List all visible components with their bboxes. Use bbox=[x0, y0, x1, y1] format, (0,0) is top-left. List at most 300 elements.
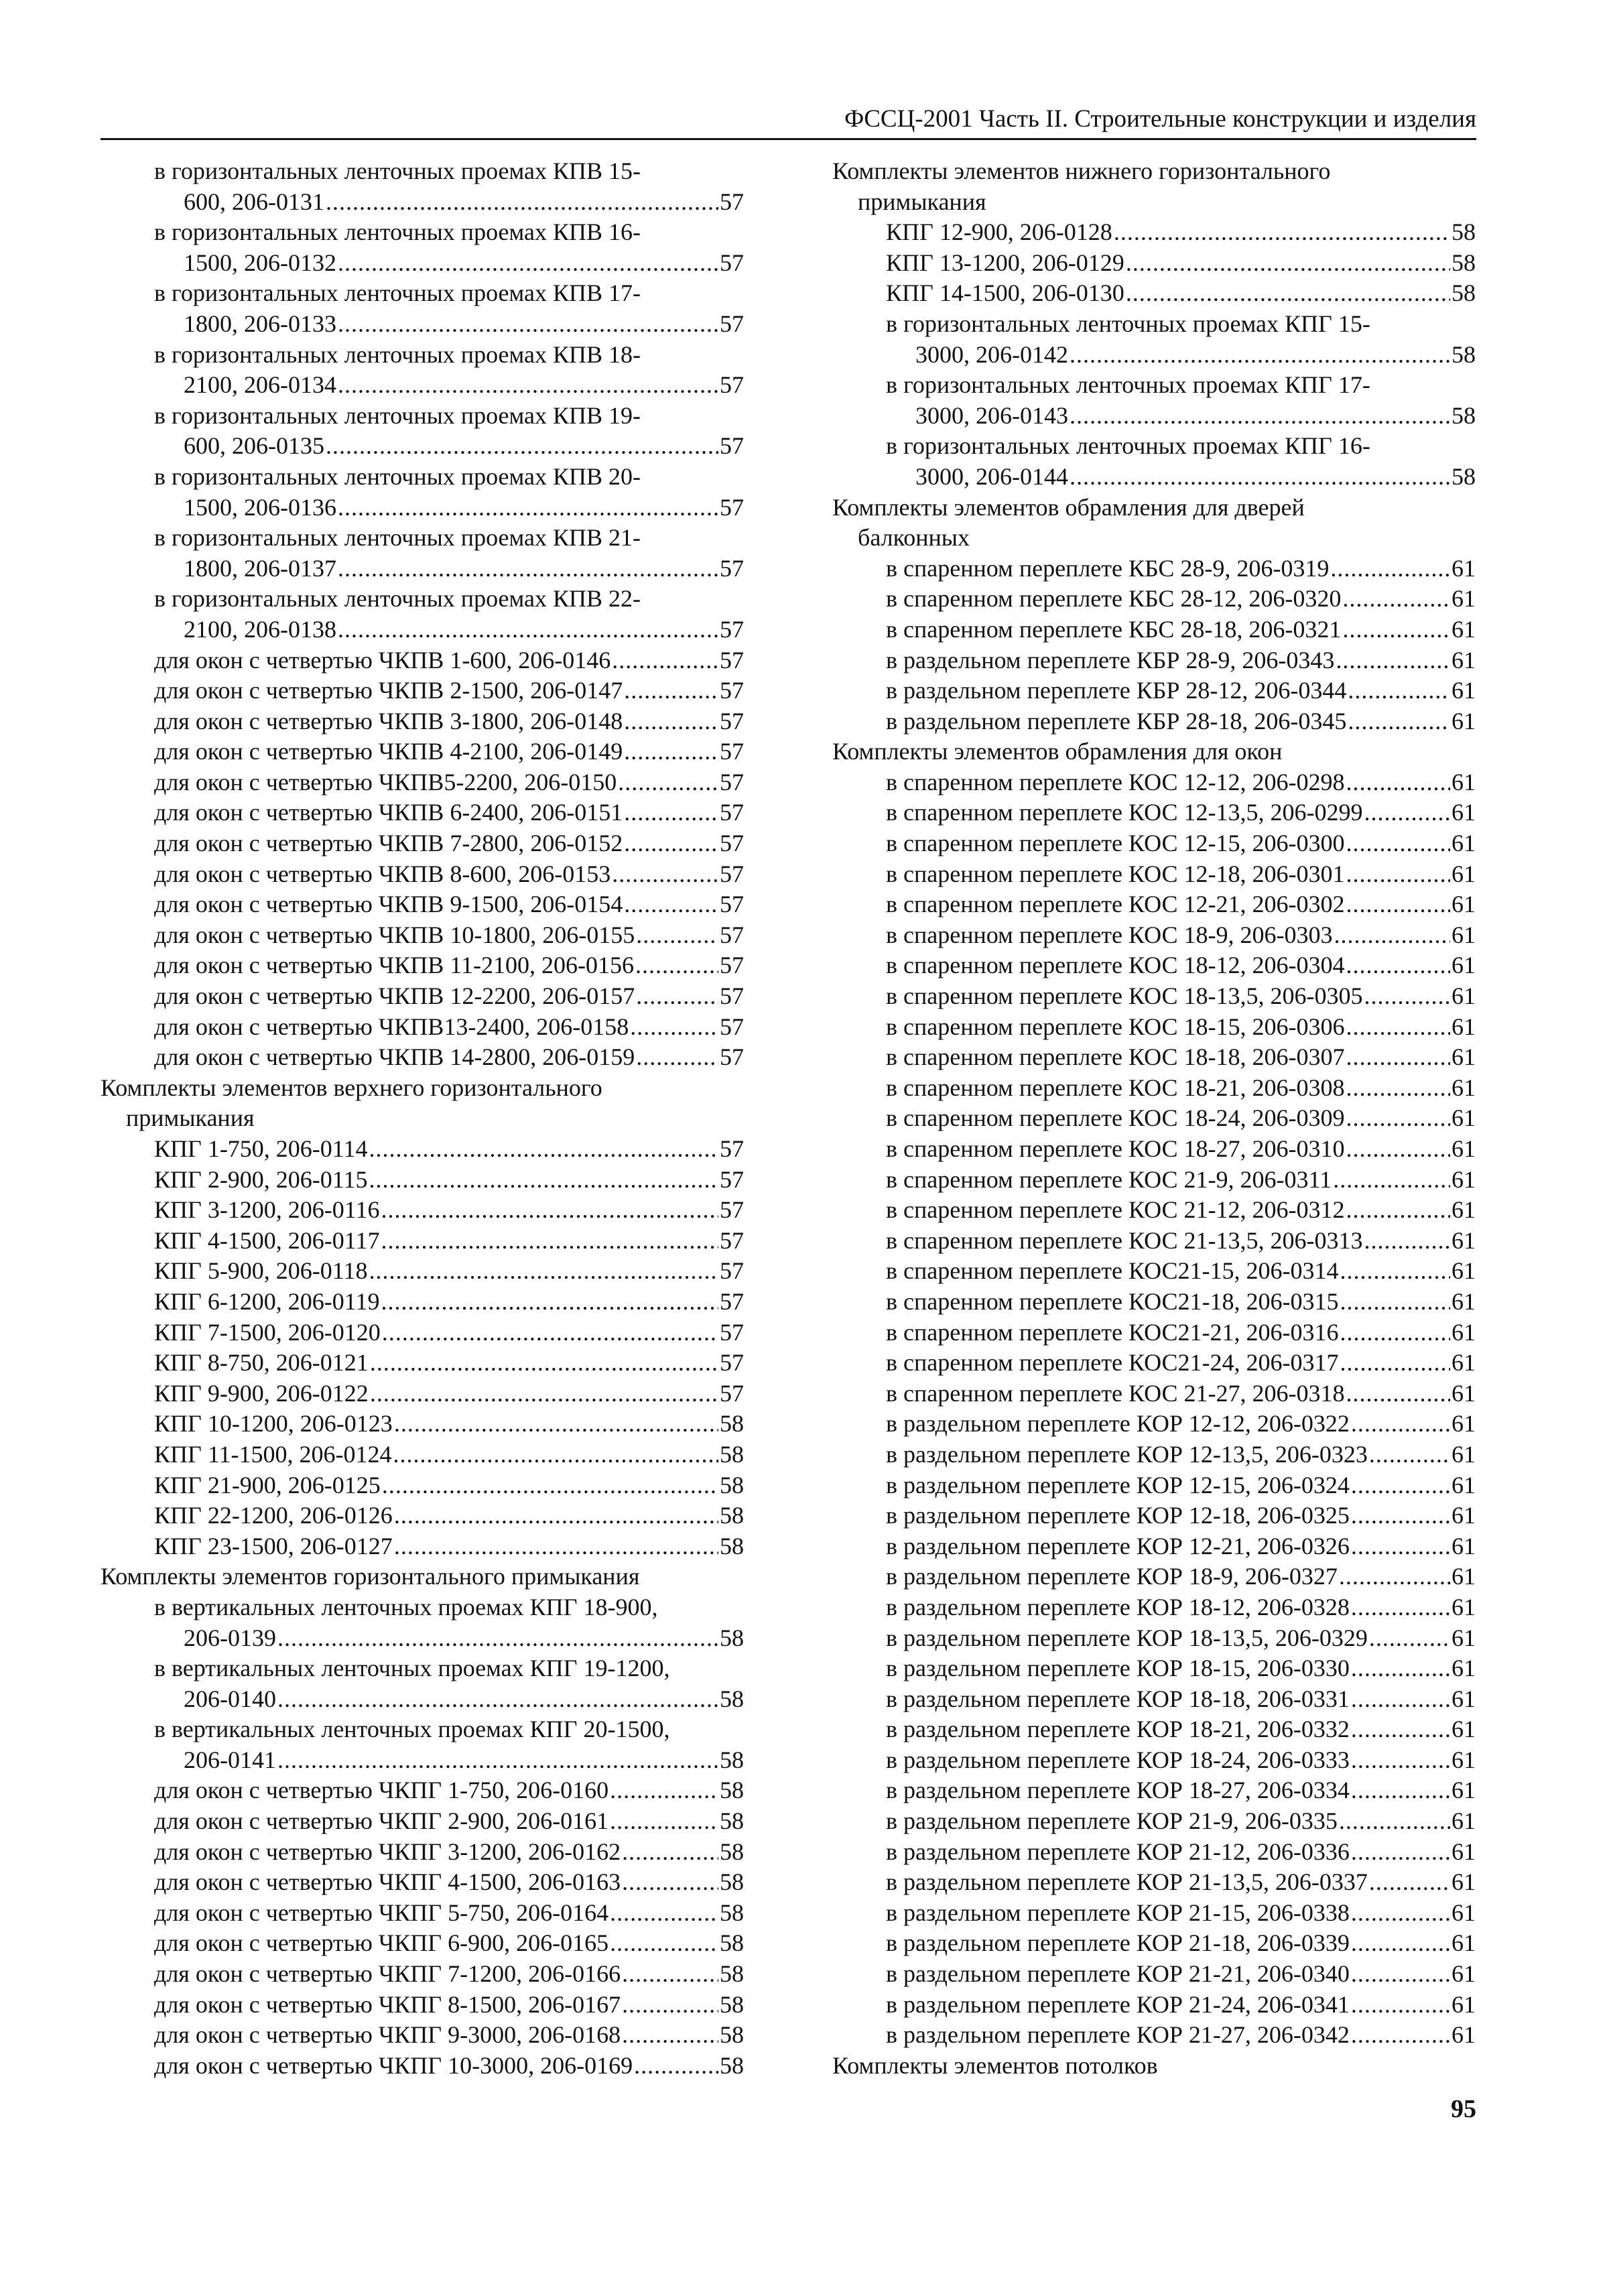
entry-text: в раздельном переплете КОР 21-13,5, 206-0337 bbox=[886, 1868, 1368, 1896]
dot-leader bbox=[1339, 1561, 1450, 1592]
index-line bbox=[101, 278, 744, 309]
entry-page-ref: 58 bbox=[720, 1899, 744, 1926]
index-line bbox=[832, 523, 1476, 554]
entry-text: для окон с четвертью ЧКПВ 3-1800, 206-0148 bbox=[154, 707, 623, 735]
dot-leader bbox=[1351, 1837, 1450, 1868]
entry-text: в раздельном переплете КОР 18-24, 206-0333 bbox=[886, 1746, 1350, 1773]
dot-leader bbox=[624, 798, 718, 828]
dot-leader bbox=[610, 1928, 718, 1959]
dot-leader bbox=[338, 309, 718, 340]
dot-leader bbox=[1333, 1165, 1450, 1196]
entry-page-ref: 61 bbox=[1452, 585, 1476, 613]
entry-page-ref: 58 bbox=[720, 1929, 744, 1957]
entry-text: КПГ 8-750, 206-0121 bbox=[154, 1349, 369, 1377]
section-heading bbox=[832, 156, 1476, 187]
dot-leader bbox=[1340, 1348, 1450, 1379]
dot-leader bbox=[1351, 1959, 1450, 1990]
dot-leader bbox=[1346, 1073, 1450, 1104]
entry-page-ref: 57 bbox=[720, 1135, 744, 1162]
dot-leader bbox=[277, 1745, 718, 1776]
entry-text: 1500, 206-0136 bbox=[184, 493, 336, 521]
entry-page-ref: 58 bbox=[720, 1777, 744, 1804]
entry-page-ref: 61 bbox=[1452, 1990, 1476, 2018]
entry-text: для окон с четвертью ЧКПГ 8-1500, 206-0167 bbox=[154, 1990, 621, 2018]
dot-leader bbox=[1346, 828, 1450, 859]
dot-leader bbox=[1330, 554, 1450, 584]
index-entry bbox=[832, 1592, 1476, 1623]
entry-page-ref: 61 bbox=[1452, 1777, 1476, 1804]
entry-page-ref: 58 bbox=[720, 1440, 744, 1468]
entry-text: для окон с четвертью ЧКПГ 7-1200, 206-0166 bbox=[154, 1960, 621, 1988]
entry-text: в горизонтальных ленточных проемах КПГ 17- bbox=[886, 371, 1370, 399]
index-entry bbox=[832, 1073, 1476, 1104]
dot-leader bbox=[624, 706, 718, 737]
index-entry bbox=[101, 1134, 744, 1165]
entry-text: в горизонтальных ленточных проемах КПГ 16- bbox=[886, 432, 1370, 460]
index-entry bbox=[832, 767, 1476, 798]
index-entry bbox=[101, 1898, 744, 1929]
dot-leader bbox=[612, 859, 718, 890]
entry-text: в спаренном переплете КОС 18-24, 206-0309 bbox=[886, 1104, 1345, 1132]
dot-leader bbox=[1351, 1501, 1450, 1531]
entry-page-ref: 61 bbox=[1452, 1074, 1476, 1101]
entry-page-ref: 57 bbox=[720, 554, 744, 582]
index-entry bbox=[101, 554, 744, 584]
entry-page-ref: 61 bbox=[1452, 1807, 1476, 1835]
index-entry bbox=[832, 1928, 1476, 1959]
entry-text: 1800, 206-0133 bbox=[184, 310, 336, 337]
entry-page-ref: 61 bbox=[1452, 1746, 1476, 1773]
dot-leader bbox=[1364, 981, 1450, 1012]
entry-page-ref: 61 bbox=[1452, 1532, 1476, 1559]
entry-text: в горизонтальных ленточных проемах КПВ 17- bbox=[154, 279, 641, 307]
entry-page-ref: 61 bbox=[1452, 1440, 1476, 1468]
entry-text: в раздельном переплете КОР 12-18, 206-0325 bbox=[886, 1502, 1350, 1529]
dot-leader bbox=[630, 1012, 718, 1043]
entry-text: для окон с четвертью ЧКПВ 9-1500, 206-0154 bbox=[154, 891, 623, 918]
dot-leader bbox=[1351, 1592, 1450, 1623]
entry-text: КПГ 21-900, 206-0125 bbox=[154, 1471, 381, 1498]
index-entry bbox=[101, 798, 744, 828]
dot-leader bbox=[1351, 1775, 1450, 1806]
entry-text: 206-0141 bbox=[184, 1746, 276, 1773]
dot-leader bbox=[622, 1837, 718, 1868]
entry-text: в раздельном переплете КОР 18-21, 206-0332 bbox=[886, 1716, 1350, 1743]
dot-leader bbox=[1346, 1195, 1450, 1226]
section-heading-text: Комплекты элементов верхнего горизонтального bbox=[101, 1074, 602, 1101]
entry-text: для окон с четвертью ЧКПВ 11-2100, 206-0156 bbox=[154, 952, 634, 979]
dot-leader bbox=[369, 1165, 718, 1196]
entry-page-ref: 61 bbox=[1452, 2021, 1476, 2049]
entry-page-ref: 61 bbox=[1452, 1868, 1476, 1896]
entry-text: в раздельном переплете КОР 18-18, 206-0331 bbox=[886, 1685, 1350, 1712]
dot-leader bbox=[1351, 1928, 1450, 1959]
entry-page-ref: 58 bbox=[720, 1471, 744, 1498]
dot-leader bbox=[1351, 1653, 1450, 1684]
entry-page-ref: 57 bbox=[720, 188, 744, 215]
section-heading bbox=[101, 1561, 744, 1592]
entry-text: в раздельном переплете КОР 12-21, 206-0326 bbox=[886, 1532, 1350, 1559]
dot-leader bbox=[338, 248, 718, 279]
dot-leader bbox=[1346, 889, 1450, 920]
index-entry bbox=[832, 1990, 1476, 2021]
entry-text: в спаренном переплете КОС 12-13,5, 206-0299 bbox=[886, 799, 1363, 826]
dot-leader bbox=[382, 1318, 718, 1348]
dot-leader bbox=[393, 1440, 718, 1470]
dot-leader bbox=[338, 370, 718, 401]
entry-text: 600, 206-0135 bbox=[184, 432, 324, 460]
section-heading bbox=[832, 737, 1476, 767]
entry-text: для окон с четвертью ЧКПГ 1-750, 206-0160 bbox=[154, 1777, 609, 1804]
entry-text: в раздельном переплете КОР 18-13,5, 206-0329 bbox=[886, 1624, 1368, 1651]
entry-text: примыкания bbox=[858, 188, 986, 215]
entry-text: в раздельном переплете КБР 28-9, 206-0343 bbox=[886, 646, 1335, 674]
index-column-left bbox=[101, 156, 744, 2081]
index-line bbox=[832, 370, 1476, 401]
entry-page-ref: 57 bbox=[720, 493, 744, 521]
page-number: 95 bbox=[1451, 2095, 1476, 2123]
index-entry bbox=[101, 1775, 744, 1806]
entry-text: в спаренном переплете КОС 18-21, 206-0308 bbox=[886, 1074, 1345, 1101]
index-entry bbox=[832, 1409, 1476, 1440]
entry-page-ref: 57 bbox=[720, 799, 744, 826]
entry-text: в спаренном переплете КОС 18-9, 206-0303 bbox=[886, 921, 1333, 948]
entry-text: 2100, 206-0134 bbox=[184, 371, 336, 399]
dot-leader bbox=[394, 1531, 718, 1562]
entry-page-ref: 58 bbox=[720, 2051, 744, 2079]
entry-page-ref: 61 bbox=[1452, 830, 1476, 857]
index-entry bbox=[101, 1501, 744, 1531]
entry-page-ref: 58 bbox=[720, 1838, 744, 1865]
section-heading-text: Комплекты элементов горизонтального примыкания bbox=[101, 1563, 640, 1590]
entry-text: в раздельном переплете КОР 21-15, 206-0338 bbox=[886, 1899, 1350, 1926]
dot-leader bbox=[338, 493, 718, 523]
entry-text: КПГ 12-900, 206-0128 bbox=[886, 218, 1112, 246]
index-entry bbox=[101, 370, 744, 401]
dot-leader bbox=[636, 920, 718, 951]
entry-page-ref: 61 bbox=[1452, 921, 1476, 948]
entry-text: в спаренном переплете КОС 12-15, 206-0300 bbox=[886, 830, 1345, 857]
index-entry bbox=[832, 1379, 1476, 1409]
index-entry bbox=[832, 2020, 1476, 2051]
entry-page-ref: 61 bbox=[1452, 677, 1476, 704]
index-entry bbox=[832, 676, 1476, 706]
entry-page-ref: 57 bbox=[720, 249, 744, 276]
entry-page-ref: 57 bbox=[720, 310, 744, 337]
entry-text: КПГ 5-900, 206-0118 bbox=[154, 1257, 368, 1285]
index-entry bbox=[832, 554, 1476, 584]
dot-leader bbox=[622, 2020, 718, 2051]
entry-text: для окон с четвертью ЧКПГ 2-900, 206-0161 bbox=[154, 1807, 609, 1835]
index-entry bbox=[832, 1959, 1476, 1990]
index-entry bbox=[101, 737, 744, 767]
entry-page-ref: 61 bbox=[1452, 646, 1476, 674]
index-entry bbox=[101, 2051, 744, 2082]
entry-text: в спаренном переплете КОС 18-18, 206-0307 bbox=[886, 1043, 1345, 1071]
index-entry bbox=[101, 493, 744, 523]
entry-page-ref: 61 bbox=[1452, 1257, 1476, 1285]
entry-text: КПГ 1-750, 206-0114 bbox=[154, 1135, 368, 1162]
index-entry bbox=[832, 645, 1476, 676]
dot-leader bbox=[610, 1898, 718, 1929]
entry-page-ref: 61 bbox=[1452, 860, 1476, 887]
entry-text: в раздельном переплете КОР 18-12, 206-0328 bbox=[886, 1593, 1350, 1620]
entry-text: для окон с четвертью ЧКПВ 2-1500, 206-0147 bbox=[154, 677, 623, 704]
entry-page-ref: 58 bbox=[1452, 218, 1476, 246]
dot-leader bbox=[381, 1287, 718, 1318]
entry-page-ref: 58 bbox=[720, 1410, 744, 1438]
index-entry bbox=[832, 1318, 1476, 1348]
entry-text: КПГ 10-1200, 206-0123 bbox=[154, 1410, 393, 1438]
dot-leader bbox=[624, 737, 718, 767]
entry-page-ref: 57 bbox=[720, 921, 744, 948]
entry-text: в раздельном переплете КОР 18-15, 206-0330 bbox=[886, 1655, 1350, 1682]
dot-leader bbox=[1351, 1684, 1450, 1715]
index-entry bbox=[832, 1714, 1476, 1745]
index-entry bbox=[101, 1226, 744, 1257]
entry-text: в раздельном переплете КОР 21-21, 206-0340 bbox=[886, 1960, 1350, 1988]
entry-text: в горизонтальных ленточных проемах КПВ 21- bbox=[154, 524, 641, 552]
entry-text: в горизонтальных ленточных проемах КПВ 15- bbox=[154, 157, 641, 184]
entry-page-ref: 61 bbox=[1452, 1593, 1476, 1620]
section-heading-text: Комплекты элементов обрамления для окон bbox=[832, 738, 1283, 765]
entry-text: в вертикальных ленточных проемах КПГ 20-1500, bbox=[154, 1716, 670, 1743]
entry-page-ref: 57 bbox=[720, 1257, 744, 1285]
entry-text: примыкания bbox=[126, 1104, 255, 1132]
index-entry bbox=[832, 1195, 1476, 1226]
index-entry bbox=[101, 1440, 744, 1470]
entry-text: КПГ 3-1200, 206-0116 bbox=[154, 1196, 380, 1224]
entry-text: в горизонтальных ленточных проемах КПГ 15- bbox=[886, 310, 1370, 337]
entry-page-ref: 58 bbox=[720, 1624, 744, 1651]
index-entry bbox=[832, 1287, 1476, 1318]
entry-text: в спаренном переплете КОС21-24, 206-0317 bbox=[886, 1349, 1339, 1377]
dot-leader bbox=[1340, 1318, 1450, 1348]
index-entry bbox=[101, 1256, 744, 1287]
entry-page-ref: 61 bbox=[1452, 1502, 1476, 1529]
entry-text: 3000, 206-0144 bbox=[915, 462, 1068, 490]
dot-leader bbox=[622, 1990, 718, 2021]
entry-text: в горизонтальных ленточных проемах КПВ 16- bbox=[154, 218, 641, 246]
dot-leader bbox=[1364, 1226, 1450, 1257]
dot-leader bbox=[618, 767, 718, 798]
index-entry bbox=[101, 1990, 744, 2021]
dot-leader bbox=[1126, 278, 1450, 309]
entry-text: в горизонтальных ленточных проемах КПВ 22- bbox=[154, 585, 641, 613]
dot-leader bbox=[1348, 706, 1450, 737]
entry-text: в вертикальных ленточных проемах КПГ 19-1200, bbox=[154, 1655, 670, 1682]
index-entry bbox=[832, 1501, 1476, 1531]
dot-leader bbox=[1346, 1134, 1450, 1165]
entry-text: для окон с четвертью ЧКПВ 1-600, 206-0146 bbox=[154, 646, 611, 674]
index-entry bbox=[832, 1623, 1476, 1654]
dot-leader bbox=[1342, 584, 1450, 615]
index-entry bbox=[101, 920, 744, 951]
index-column-right bbox=[832, 156, 1476, 2081]
entry-page-ref: 58 bbox=[720, 1685, 744, 1712]
entry-text: для окон с четвертью ЧКПВ13-2400, 206-0158 bbox=[154, 1013, 629, 1040]
dot-leader bbox=[635, 950, 718, 981]
entry-page-ref: 57 bbox=[720, 1349, 744, 1377]
entry-text: балконных bbox=[858, 524, 970, 552]
index-entry bbox=[101, 1318, 744, 1348]
index-entry bbox=[832, 1775, 1476, 1806]
dot-leader bbox=[381, 1226, 718, 1257]
dot-leader bbox=[1351, 1409, 1450, 1440]
dot-leader bbox=[624, 889, 718, 920]
index-entry bbox=[101, 950, 744, 981]
entry-text: для окон с четвертью ЧКПВ 8-600, 206-0153 bbox=[154, 860, 611, 887]
dot-leader bbox=[394, 1409, 718, 1440]
index-entry bbox=[832, 981, 1476, 1012]
dot-leader bbox=[1340, 1287, 1450, 1318]
entry-page-ref: 61 bbox=[1452, 1013, 1476, 1040]
index-entry bbox=[101, 2020, 744, 2051]
dot-leader bbox=[624, 828, 718, 859]
dot-leader bbox=[1070, 340, 1450, 371]
index-entry bbox=[101, 1012, 744, 1043]
index-entry bbox=[832, 1837, 1476, 1868]
entry-text: для окон с четвертью ЧКПВ 4-2100, 206-0149 bbox=[154, 738, 623, 765]
index-entry bbox=[101, 1806, 744, 1837]
entry-text: для окон с четвертью ЧКПВ 7-2800, 206-0152 bbox=[154, 830, 623, 857]
index-entry bbox=[101, 1623, 744, 1654]
dot-leader bbox=[610, 1775, 718, 1806]
index-entry bbox=[101, 615, 744, 645]
index-line bbox=[832, 309, 1476, 340]
dot-leader bbox=[634, 2051, 718, 2082]
entry-text: в спаренном переплете КОС 21-27, 206-0318 bbox=[886, 1379, 1345, 1407]
entry-text: 206-0140 bbox=[184, 1685, 276, 1712]
entry-page-ref: 58 bbox=[720, 1532, 744, 1559]
entry-page-ref: 58 bbox=[1452, 340, 1476, 368]
dot-leader bbox=[1369, 1440, 1450, 1470]
section-heading bbox=[832, 493, 1476, 523]
entry-text: для окон с четвертью ЧКПВ 12-2200, 206-0157 bbox=[154, 982, 635, 1010]
index-entry bbox=[832, 1103, 1476, 1134]
index-entry bbox=[832, 1653, 1476, 1684]
dot-leader bbox=[1369, 1867, 1450, 1898]
entry-page-ref: 61 bbox=[1452, 1196, 1476, 1224]
index-entry bbox=[832, 278, 1476, 309]
entry-page-ref: 57 bbox=[720, 707, 744, 735]
index-entry bbox=[832, 584, 1476, 615]
entry-page-ref: 57 bbox=[720, 1226, 744, 1254]
entry-text: в спаренном переплете КОС 21-13,5, 206-0313 bbox=[886, 1226, 1363, 1254]
entry-text: КПГ 23-1500, 206-0127 bbox=[154, 1532, 393, 1559]
entry-text: для окон с четвертью ЧКПГ 5-750, 206-0164 bbox=[154, 1899, 609, 1926]
entry-page-ref: 57 bbox=[720, 615, 744, 643]
index-entry bbox=[832, 1745, 1476, 1776]
dot-leader bbox=[622, 1959, 718, 1990]
entry-page-ref: 61 bbox=[1452, 1318, 1476, 1346]
entry-page-ref: 61 bbox=[1452, 1135, 1476, 1162]
dot-leader bbox=[1351, 1470, 1450, 1501]
entry-page-ref: 61 bbox=[1452, 1838, 1476, 1865]
entry-text: для окон с четвертью ЧКПГ 10-3000, 206-0169 bbox=[154, 2051, 633, 2079]
index-entry bbox=[832, 615, 1476, 645]
entry-text: в спаренном переплете КОС 18-15, 206-0306 bbox=[886, 1013, 1345, 1040]
index-entry bbox=[101, 1409, 744, 1440]
entry-page-ref: 58 bbox=[720, 1746, 744, 1773]
dot-leader bbox=[277, 1684, 718, 1715]
entry-page-ref: 61 bbox=[1452, 982, 1476, 1010]
dot-leader bbox=[1126, 248, 1450, 279]
index-line bbox=[101, 217, 744, 248]
entry-page-ref: 61 bbox=[1452, 1563, 1476, 1590]
dot-leader bbox=[1070, 401, 1450, 432]
dot-leader bbox=[326, 187, 718, 218]
dot-leader bbox=[370, 1379, 718, 1409]
entry-text: в раздельном переплете КБР 28-12, 206-0344 bbox=[886, 677, 1347, 704]
dot-leader bbox=[326, 431, 718, 462]
index-line bbox=[101, 523, 744, 554]
entry-page-ref: 58 bbox=[1452, 401, 1476, 429]
entry-text: 3000, 206-0142 bbox=[915, 340, 1068, 368]
entry-page-ref: 57 bbox=[720, 432, 744, 460]
index-line bbox=[101, 1714, 744, 1745]
entry-text: для окон с четвертью ЧКПГ 3-1200, 206-0162 bbox=[154, 1838, 621, 1865]
index-entry bbox=[832, 401, 1476, 432]
index-entry bbox=[832, 706, 1476, 737]
entry-page-ref: 61 bbox=[1452, 1349, 1476, 1377]
entry-page-ref: 57 bbox=[720, 1318, 744, 1346]
index-entry bbox=[101, 1470, 744, 1501]
entry-page-ref: 61 bbox=[1452, 1624, 1476, 1651]
header-title: ФССЦ-2001 Часть II. Строительные конструкции и изделия bbox=[844, 105, 1476, 133]
section-heading-text: Комплекты элементов потолков bbox=[832, 2051, 1158, 2079]
index-entry bbox=[832, 920, 1476, 951]
entry-text: в раздельном переплете КОР 18-9, 206-0327 bbox=[886, 1563, 1338, 1590]
entry-page-ref: 61 bbox=[1452, 1960, 1476, 1988]
entry-page-ref: 58 bbox=[720, 1960, 744, 1988]
index-entry bbox=[832, 1134, 1476, 1165]
entry-text: в раздельном переплете КОР 12-13,5, 206-0323 bbox=[886, 1440, 1368, 1468]
index-line bbox=[101, 340, 744, 371]
index-entry bbox=[832, 1165, 1476, 1196]
index-line bbox=[101, 156, 744, 187]
dot-leader bbox=[369, 1256, 718, 1287]
index-entry bbox=[101, 1531, 744, 1562]
dot-leader bbox=[612, 645, 718, 676]
entry-page-ref: 61 bbox=[1452, 1043, 1476, 1071]
index-line bbox=[832, 187, 1476, 218]
entry-page-ref: 61 bbox=[1452, 799, 1476, 826]
entry-page-ref: 61 bbox=[1452, 1226, 1476, 1254]
index-entry bbox=[832, 1256, 1476, 1287]
index-entry bbox=[101, 1195, 744, 1226]
entry-text: в спаренном переплете КОС 12-18, 206-0301 bbox=[886, 860, 1345, 887]
entry-page-ref: 57 bbox=[720, 891, 744, 918]
entry-text: в раздельном переплете КБР 28-18, 206-0345 bbox=[886, 707, 1347, 735]
entry-text: 206-0139 bbox=[184, 1624, 276, 1651]
entry-text: в раздельном переплете КОР 21-18, 206-0339 bbox=[886, 1929, 1350, 1957]
entry-text: КПГ 13-1200, 206-0129 bbox=[886, 249, 1124, 276]
entry-text: в спаренном переплете КОС 12-21, 206-0302 bbox=[886, 891, 1345, 918]
index-entry bbox=[101, 1287, 744, 1318]
entry-page-ref: 61 bbox=[1452, 1685, 1476, 1712]
index-entry bbox=[101, 187, 744, 218]
entry-page-ref: 61 bbox=[1452, 615, 1476, 643]
index-entry bbox=[832, 1806, 1476, 1837]
entry-text: в спаренном переплете КОС 12-12, 206-0298 bbox=[886, 768, 1345, 795]
entry-text: в спаренном переплете КБС 28-18, 206-0321 bbox=[886, 615, 1342, 643]
index-entry bbox=[101, 1867, 744, 1898]
index-line bbox=[101, 401, 744, 432]
entry-page-ref: 57 bbox=[720, 982, 744, 1010]
entry-text: в раздельном переплете КОР 21-9, 206-0335 bbox=[886, 1807, 1338, 1835]
entry-text: в раздельном переплете КОР 12-12, 206-0322 bbox=[886, 1410, 1350, 1438]
